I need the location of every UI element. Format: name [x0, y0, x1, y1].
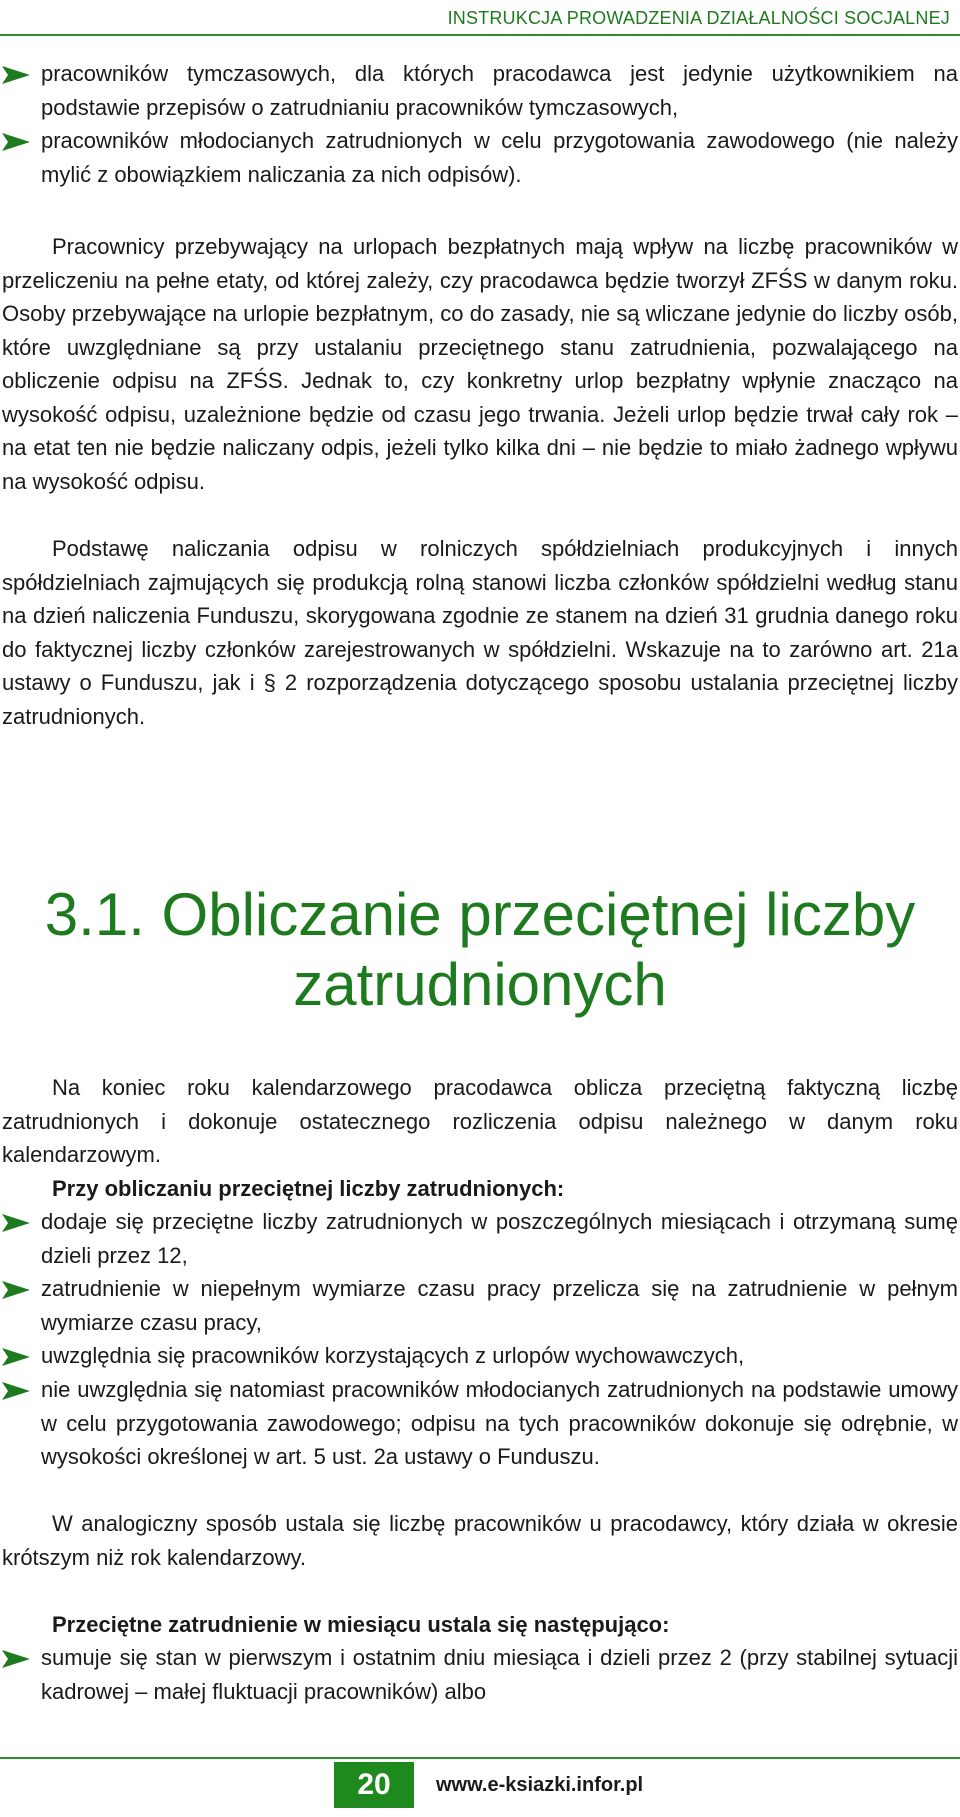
list-item-text: nie uwzględnia się natomiast pracowników młodocianych zatrudnionych na podstawie umowy w celu przygotowania zawodowego; odpisu na tych pracowników dokonuje się odrębnie, w wysokości określonej w art. 5 ust. 2a ustawy o Funduszu. — [41, 1377, 958, 1469]
subheading: Przeciętne zatrudnienie w miesiącu ustala się następująco: — [52, 1612, 670, 1637]
list-item — [0, 57, 958, 124]
bullet-arrow-icon — [2, 1348, 30, 1366]
paragraph: Pracownicy przebywający na urlopach bezpłatnych mają wpływ na liczbę pracowników w przeliczeniu na pełne etaty, od której zależy, czy pracodawca będzie tworzył ZFŚS w danym roku. Osoby przebywające na urlopie bezpłatnym, co do zasady, nie są wliczane jedynie do liczby osób, które uwzględniane są przy ustalaniu przeciętnego stanu zatrudnienia, pozwalającego na obliczenie odpisu na ZFŚS. Jednak to, czy konkretny urlop bezpłatny wpłynie znacząco na wysokość odpisu, uzależnione będzie od czasu jego trwania. Jeżeli urlop będzie trwał cały rok – na etat ten nie będzie naliczany odpis, jeżeli tylko kilka dni – nie będzie to miało żadnego wpływu na wysokość odpisu. — [2, 234, 958, 494]
section-heading-line2: zatrudnionych — [293, 951, 667, 1018]
paragraph: Na koniec roku kalendarzowego pracodawca oblicza przeciętną faktyczną liczbę zatrudnionych i dokonuje ostatecznego rozliczenia odpisu należnego w danym roku kalendarzowym. — [2, 1075, 958, 1167]
bullet-arrow-icon — [2, 1214, 30, 1232]
list-item-text: uwzględnia się pracowników korzystających z urlopów wychowawczych, — [41, 1343, 745, 1368]
list-item-text: zatrudnienie w niepełnym wymiarze czasu pracy przelicza się na zatrudnienie w pełnym wymiarze czasu pracy, — [41, 1276, 958, 1335]
list-item — [0, 1641, 958, 1708]
list-item — [0, 1339, 958, 1373]
footer-website-link[interactable]: www.e-ksiazki.infor.pl — [436, 1774, 644, 1796]
bullet-arrow-icon — [2, 1281, 30, 1299]
list-item — [0, 124, 958, 191]
list-item-text: pracowników tymczasowych, dla których pracodawca jest jedynie użytkownikiem na podstawie przepisów o zatrudnianiu pracowników tymczasowych, — [41, 61, 958, 120]
section-heading — [0, 880, 960, 1020]
list-item — [0, 1373, 958, 1474]
list-item-text: sumuje się stan w pierwszym i ostatnim dniu miesiąca i dzieli przez 2 (przy stabilnej sytuacji kadrowej – małej fluktuacji pracowników) albo — [41, 1645, 958, 1704]
footer-divider — [0, 1757, 960, 1759]
bullet-arrow-icon — [2, 1382, 30, 1400]
bullet-arrow-icon — [2, 1650, 30, 1668]
header-divider — [0, 34, 960, 36]
section-heading-line1: 3.1. Obliczanie przeciętnej liczby — [44, 881, 916, 948]
list-item-text: dodaje się przeciętne liczby zatrudnionych w poszczególnych miesiącach i otrzymaną sumę dzieli przez 12, — [41, 1209, 958, 1268]
running-header: INSTRUKCJA PROWADZENIA DZIAŁALNOŚCI SOCJALNEJ — [447, 8, 950, 28]
page-number: 20 — [334, 1762, 414, 1808]
subheading: Przy obliczaniu przeciętnej liczby zatrudnionych: — [52, 1176, 565, 1201]
bullet-arrow-icon — [2, 66, 30, 84]
list-item — [0, 1205, 958, 1272]
bullet-arrow-icon — [2, 133, 30, 151]
paragraph: Podstawę naliczania odpisu w rolniczych spółdzielniach produkcyjnych i innych spółdzielniach zajmujących się produkcją rolną stanowi liczba członków spółdzielni według stanu na dzień naliczenia Funduszu, skorygowana zgodnie ze stanem na dzień 31 grudnia danego roku do faktycznej liczby członków zarejestrowanych w spółdzielni. Wskazuje na to zarówno art. 21a ustawy o Funduszu, jak i § 2 rozporządzenia dotyczącego sposobu ustalania przeciętnej liczby zatrudnionych. — [2, 536, 958, 729]
list-item — [0, 1272, 958, 1339]
list-item-text: pracowników młodocianych zatrudnionych w celu przygotowania zawodowego (nie należy mylić z obowiązkiem naliczania za nich odpisów). — [41, 128, 958, 187]
paragraph: W analogiczny sposób ustala się liczbę pracowników u pracodawcy, który działa w okresie krótszym niż rok kalendarzowy. — [2, 1511, 958, 1570]
